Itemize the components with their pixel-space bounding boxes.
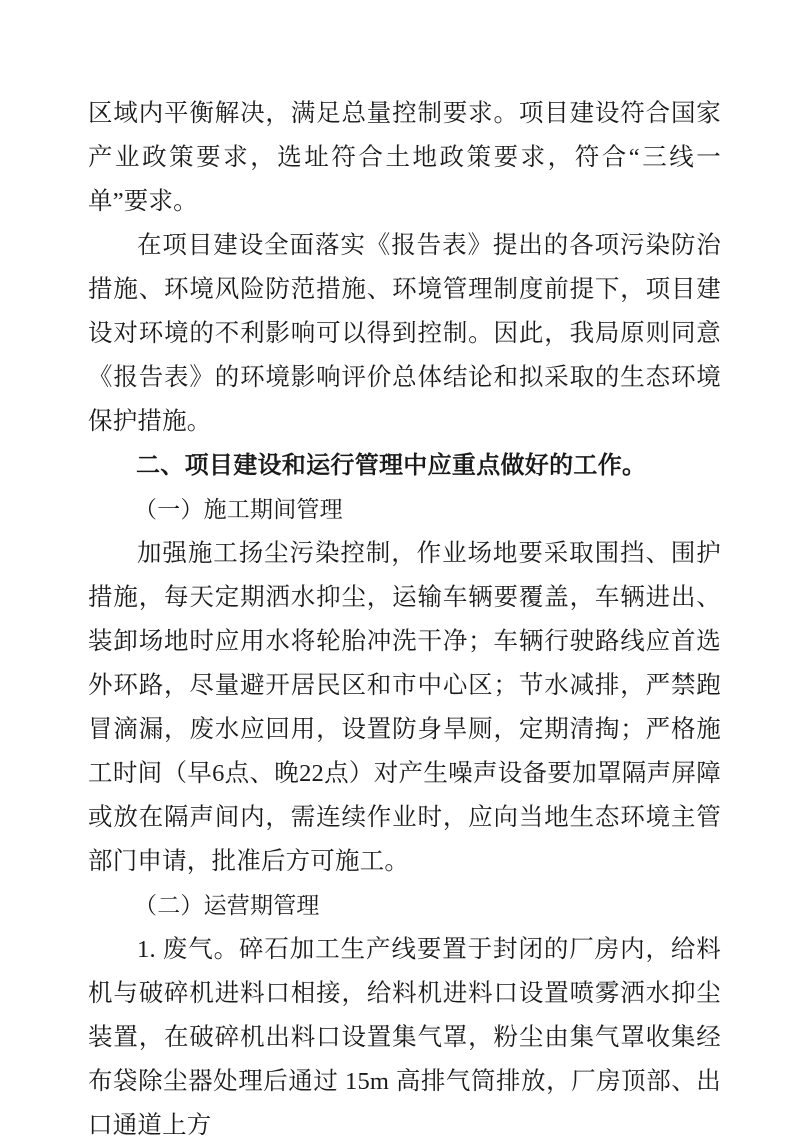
document-body [88, 92, 721, 1148]
heading-section-two: 二、项目建设和运行管理中应重点做好的工作。 [136, 452, 647, 479]
subheading-operation-period: （二）运营期管理 [134, 893, 320, 918]
paragraph-waste-gas: 1. 废气。碎石加工生产线要置于封闭的厂房内，给料机与破碎机进料口相接，给料机进料口设置喷雾洒水抑尘装置，在破碎机出料口设置集气罩，粉尘由集气罩收集经布袋除尘器处理后通过 15m 高排气筒排放，厂房顶部、出口通道上方 [88, 936, 721, 1139]
paragraph-conclusion-agreement: 在项目建设全面落实《报告表》提出的各项污染防治措施、环境风险防范措施、环境管理制度前提下，项目建设对环境的不利影响可以得到控制。因此，我局原则同意《报告表》的环境影响评价总体结论和拟采取的生态环境保护措施。 [88, 232, 721, 435]
paragraph-construction-measures: 加强施工扬尘污染控制，作业场地要采取围挡、围护措施，每天定期洒水抑尘，运输车辆要覆盖，车辆进出、装卸场地时应用水将轮胎冲洗干净；车辆行驶路线应首选外环路，尽量避开居民区和市中心区；节水减排，严禁跑冒滴漏，废水应回用，设置防身旱厕，定期清掏；严格施工时间（早6点、晚22点）对产生噪声设备要加罩隔声屏障或放在隔声间内，需连续作业时，应向当地生态环境主管部门申请，批准后方可施工。 [88, 540, 721, 875]
subheading-construction-period: （一）施工期间管理 [134, 497, 343, 522]
paragraph-continued-policy: 区域内平衡解决，满足总量控制要求。项目建设符合国家产业政策要求，选址符合土地政策要求，符合“三线一单”要求。 [88, 100, 721, 215]
